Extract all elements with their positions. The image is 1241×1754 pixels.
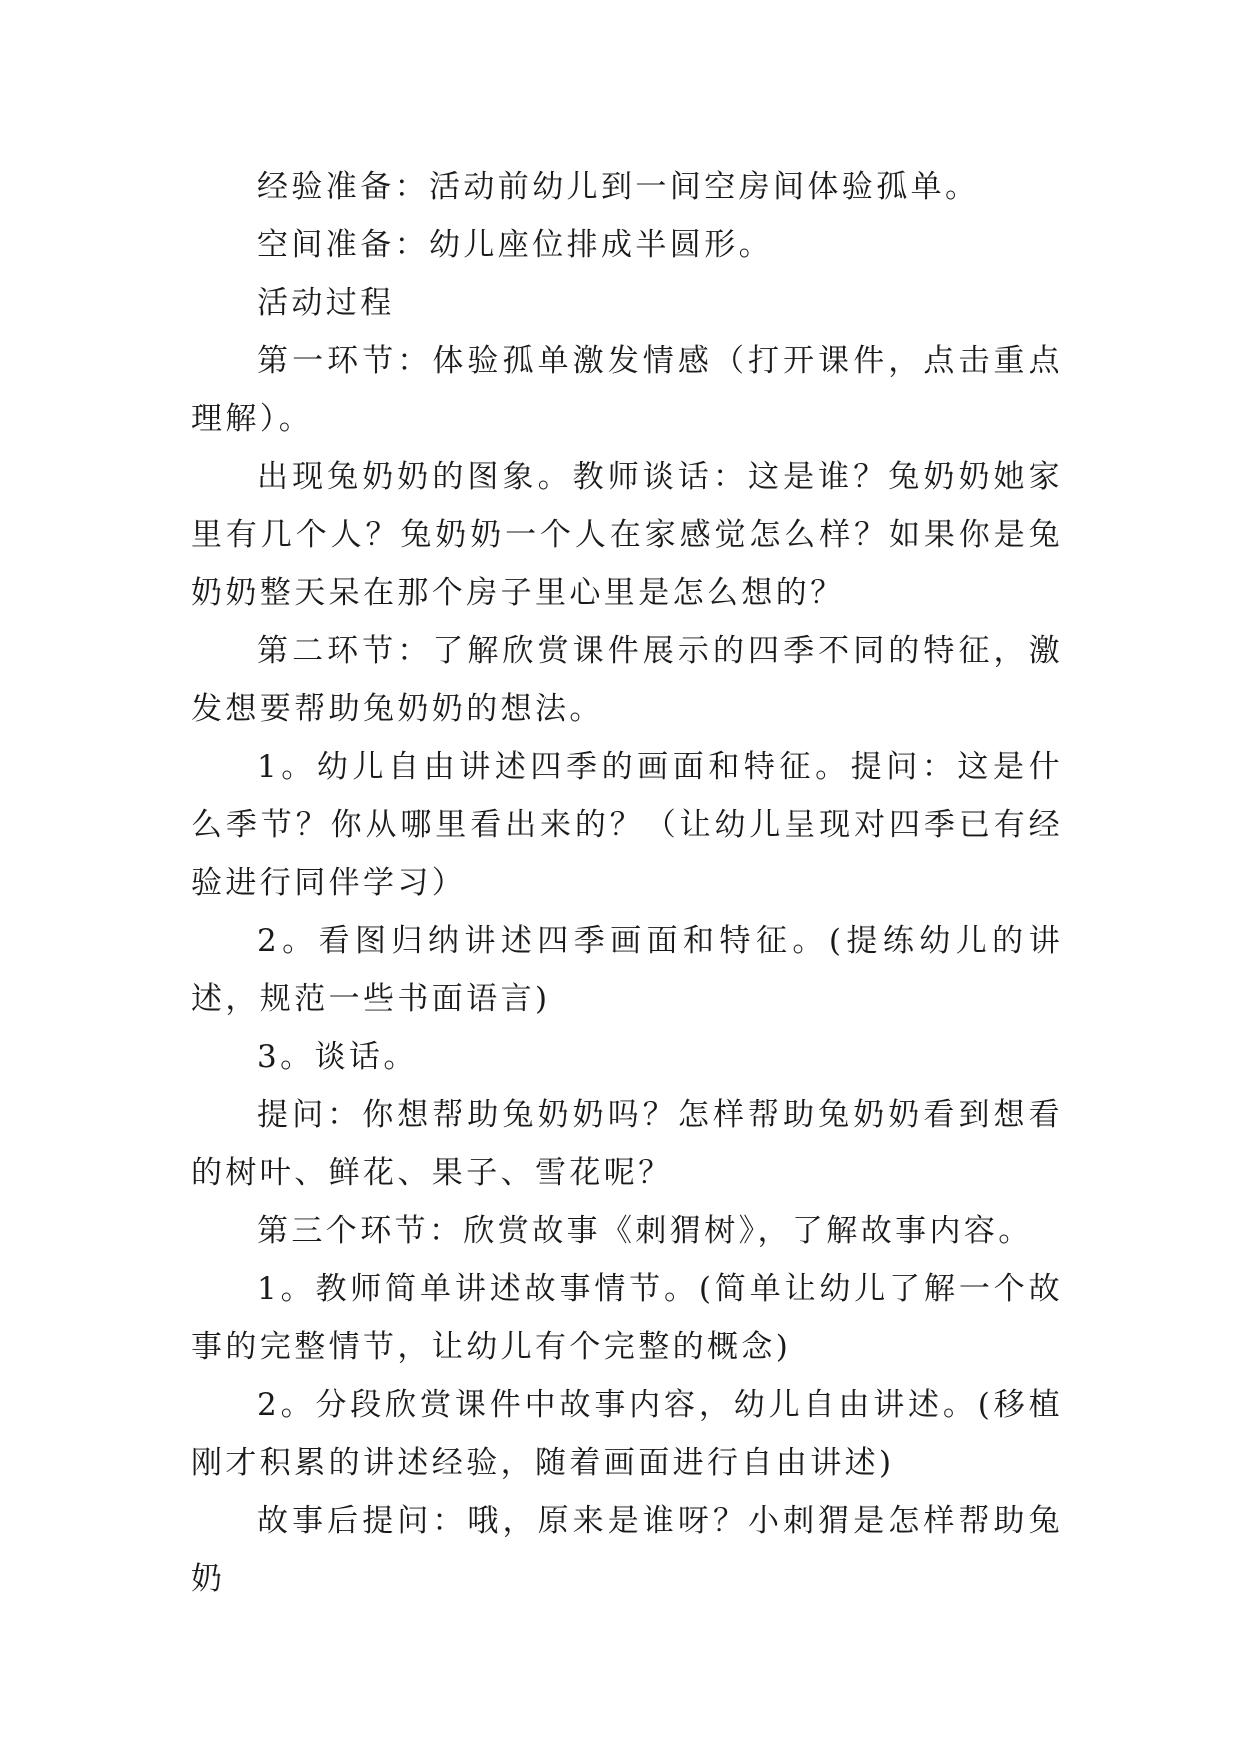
paragraph-item-2-summarize: 2。看图归纳讲述四季画面和特征。(提练幼儿的讲述，规范一些书面语言): [191, 923, 1063, 1017]
paragraph-rabbit-grandma-talk: 出现兔奶奶的图象。教师谈话：这是谁？兔奶奶她家里有几个人？兔奶奶一个人在家感觉怎么样？如果你是兔奶奶整天呆在那个房子里心里是怎么想的？: [191, 459, 1063, 611]
paragraph-item-2-segments: 2。分段欣赏课件中故事内容，幼儿自由讲述。(移植刚才积累的讲述经验，随着画面进行自由讲述): [191, 1387, 1063, 1481]
paragraph-space-prep: 空间准备：幼儿座位排成半圆形。: [257, 227, 773, 263]
paragraph-step-two: 第二环节：了解欣赏课件展示的四季不同的特征，激发想要帮助兔奶奶的想法。: [191, 633, 1063, 727]
paragraph-question-help: 提问：你想帮助兔奶奶吗？怎样帮助兔奶奶看到想看的树叶、鲜花、果子、雪花呢？: [191, 1097, 1063, 1191]
section-heading-activity-process: 活动过程: [257, 285, 395, 321]
paragraph-item-3-talk: 3。谈话。: [257, 1039, 418, 1075]
paragraph-step-three: 第三个环节：欣赏故事《刺猬树》，了解故事内容。: [257, 1213, 1033, 1249]
paragraph-experience-prep: 经验准备：活动前幼儿到一间空房间体验孤单。: [257, 169, 980, 205]
paragraph-item-1-seasons: 1。幼儿自由讲述四季的画面和特征。提问：这是什么季节？你从哪里看出来的？（让幼儿呈现对四季已有经验进行同伴学习）: [191, 749, 1063, 901]
paragraph-step-one: 第一环节：体验孤单激发情感（打开课件，点击重点理解）。: [191, 343, 1063, 437]
paragraph-after-story-question: 故事后提问：哦，原来是谁呀？小刺猬是怎样帮助兔奶: [191, 1503, 1063, 1597]
paragraph-item-1-story: 1。教师简单讲述故事情节。(简单让幼儿了解一个故事的完整情节，让幼儿有个完整的概念): [191, 1271, 1063, 1365]
